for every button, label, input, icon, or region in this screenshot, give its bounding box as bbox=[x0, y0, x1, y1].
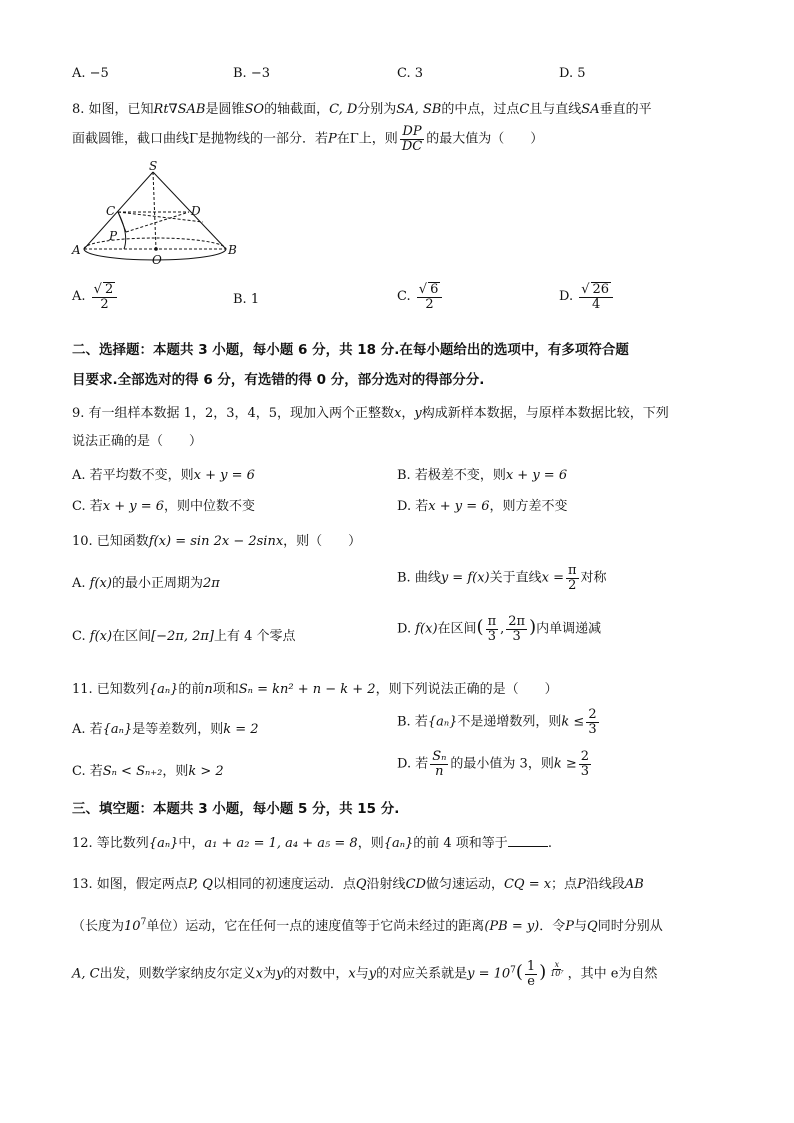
math: x + y = 6 bbox=[102, 499, 165, 514]
text: 的对应关系就是 bbox=[376, 966, 468, 982]
numerator: DP bbox=[402, 124, 422, 139]
text: 出发，则数学家纳皮尔定义 bbox=[99, 966, 256, 982]
fraction: $\frac{√ 2}{2}$ bbox=[92, 282, 118, 311]
denominator: 3 bbox=[512, 628, 521, 644]
numerator: 2π bbox=[508, 614, 526, 629]
text: B. 若极差不变，则 bbox=[397, 468, 506, 483]
q9-stem-line2: 说法正确的是（ ） bbox=[72, 434, 203, 449]
math: x + y = 6 bbox=[428, 499, 490, 514]
q8-option-d bbox=[559, 282, 615, 311]
math: C bbox=[519, 102, 530, 117]
q9-option-b bbox=[397, 464, 567, 483]
base-back-arc bbox=[84, 238, 226, 249]
label-d: D bbox=[191, 204, 201, 218]
math: [−2π, 2π] bbox=[151, 629, 215, 644]
label-b: B bbox=[228, 243, 237, 257]
text: ，则中位数不变 bbox=[164, 499, 256, 514]
denominator: n bbox=[435, 763, 444, 779]
q7-option-b: B. −3 bbox=[233, 66, 270, 81]
math: y bbox=[414, 406, 422, 421]
q13-stem-line2 bbox=[72, 915, 663, 934]
text: C. 若 bbox=[72, 499, 103, 514]
q9-option-a bbox=[72, 464, 255, 483]
text: A. 若 bbox=[72, 722, 103, 737]
radicand: 6 bbox=[430, 282, 439, 297]
label-o: O bbox=[152, 253, 162, 267]
fraction bbox=[579, 750, 591, 778]
math: y = f(x) bbox=[440, 570, 490, 586]
text: 11. 已知数列 bbox=[72, 682, 149, 697]
text: 单位）运动，它在任何一点的速度值等于它尚未经过的距离 bbox=[146, 919, 485, 934]
math: SA, SB bbox=[396, 102, 442, 117]
radicand: 2 bbox=[104, 282, 114, 297]
text: 沿线段 bbox=[585, 877, 625, 892]
exponent: 7 bbox=[510, 965, 516, 976]
q8-stem-line1 bbox=[72, 98, 652, 117]
math: f(x) bbox=[89, 576, 112, 591]
math: x + y = 6 bbox=[505, 468, 568, 483]
q8-option-c bbox=[397, 282, 444, 311]
math: 2π bbox=[202, 576, 220, 591]
q10-option-c bbox=[72, 625, 296, 644]
text: 对称 bbox=[580, 570, 607, 586]
text: B. 曲线 bbox=[397, 570, 441, 586]
q10-option-a bbox=[72, 572, 220, 591]
q11-option-b bbox=[397, 708, 601, 736]
section-3-heading: 三、填空题：本题共 3 小题，每小题 5 分，共 15 分. bbox=[72, 801, 400, 817]
math: Rt∇SAB bbox=[153, 102, 206, 117]
text: 沿射线 bbox=[366, 877, 406, 892]
label-c: C bbox=[106, 204, 116, 218]
math: {aₙ} bbox=[102, 722, 133, 737]
math: C, D bbox=[329, 102, 358, 117]
math: y bbox=[368, 966, 377, 982]
text: A. bbox=[72, 576, 86, 591]
fraction bbox=[586, 708, 598, 736]
numerator: 2 bbox=[580, 749, 590, 764]
text: D. bbox=[397, 621, 412, 637]
denominator: 10⁷ bbox=[550, 969, 564, 979]
denominator: DC bbox=[401, 138, 423, 154]
math: AB bbox=[624, 877, 644, 892]
text: 分别为 bbox=[357, 102, 397, 117]
text: 以相同的初速度运动．点 bbox=[212, 877, 356, 892]
q11-option-d bbox=[397, 750, 593, 778]
center-point-o bbox=[154, 247, 158, 251]
denominator: 2 bbox=[425, 296, 434, 312]
math: x bbox=[255, 966, 263, 982]
math: A, C bbox=[72, 966, 100, 982]
text: ．令 bbox=[539, 919, 566, 934]
text: 项和 bbox=[212, 682, 239, 697]
exponent: 7 bbox=[140, 917, 147, 928]
q9-option-c bbox=[72, 495, 255, 514]
denominator: 3 bbox=[588, 721, 597, 737]
numerator: 1 bbox=[526, 959, 536, 974]
text: ，则 bbox=[357, 836, 384, 851]
math: P bbox=[577, 877, 586, 892]
text: C. 若 bbox=[72, 764, 103, 779]
math: CQ = x bbox=[503, 877, 552, 892]
q7-option-c: C. 3 bbox=[397, 66, 424, 81]
q11-option-a bbox=[72, 718, 259, 737]
math: CD bbox=[405, 877, 426, 892]
text: 的最大值为（ ） bbox=[426, 131, 544, 147]
option-letter: C. bbox=[397, 289, 411, 305]
math: f(x) bbox=[415, 621, 438, 637]
math: P bbox=[328, 131, 337, 147]
q11-stem bbox=[72, 678, 558, 697]
q8-stem-line2 bbox=[72, 125, 543, 153]
math: Q bbox=[587, 919, 598, 934]
label-a: A bbox=[72, 243, 81, 257]
text: 的前 4 项和等于 bbox=[413, 836, 508, 851]
text: ，则方差不变 bbox=[489, 499, 568, 514]
text: D. 若 bbox=[397, 499, 429, 514]
answer-blank[interactable] bbox=[508, 834, 548, 847]
math: SO bbox=[244, 102, 265, 117]
text: 构成新样本数据，与原样本数据比较，下列 bbox=[421, 406, 669, 421]
text: 13. 如图，假定两点 bbox=[72, 877, 188, 892]
segment-dp bbox=[126, 212, 189, 232]
q10-option-d: D. f(x)在区间( $\frac{\pi}{3}$ , $\frac{2\pi}{3}$ )内单调递减 bbox=[397, 614, 602, 644]
text: 在区间 bbox=[437, 621, 477, 637]
numerator: π bbox=[487, 614, 497, 629]
math: k ≥ bbox=[553, 756, 577, 772]
section-2-heading-line2: 目要求.全部选对的得 6 分，有选错的得 0 分，部分选对的得部分分. bbox=[72, 372, 485, 388]
text: （长度为 bbox=[72, 919, 125, 934]
fraction bbox=[566, 564, 579, 592]
q13-stem-line3: A, C出发，则数学家纳皮尔定义x为y的对数中，x与y的对应关系就是$y = 10^7$( $\frac{1}{e}$ ) $^{\frac{x}{\text{10⁷}}}$ ，其中 e为自然 bbox=[72, 959, 658, 989]
math: {aₙ} bbox=[383, 836, 414, 851]
denominator: 3 bbox=[487, 628, 496, 644]
q10-stem bbox=[72, 530, 361, 549]
math: x bbox=[394, 406, 402, 421]
axis-so bbox=[153, 172, 156, 249]
fraction: $\frac{√ 26}{4}$ bbox=[579, 282, 613, 311]
denominator: 2 bbox=[568, 577, 577, 593]
denominator: e bbox=[527, 973, 535, 989]
label-p: P bbox=[109, 229, 118, 243]
q9-option-d bbox=[397, 495, 568, 514]
math: a₁ + a₂ = 1, a₄ + a₅ = 8 bbox=[204, 836, 358, 851]
fraction bbox=[400, 125, 424, 153]
numerator: x bbox=[554, 959, 560, 969]
q7-option-a: A. −5 bbox=[72, 66, 109, 81]
power-fraction bbox=[548, 961, 565, 979]
text: D. 若 bbox=[397, 756, 429, 772]
text: 在Γ上，则 bbox=[336, 131, 398, 147]
cone-edge-left bbox=[84, 172, 153, 249]
math: y bbox=[275, 966, 284, 982]
fraction: $\frac{√ 6}{2}$ bbox=[417, 282, 443, 311]
text: 的轴截面， bbox=[264, 102, 330, 117]
q7-option-d: D. 5 bbox=[559, 66, 586, 81]
text: A. 若平均数不变，则 bbox=[72, 468, 194, 483]
text: 在区间 bbox=[112, 629, 152, 644]
math: n bbox=[204, 682, 213, 697]
text: ，则（ ） bbox=[283, 534, 362, 549]
q8-option-b: B. 1 bbox=[233, 292, 260, 307]
text: 9. 有一组样本数据 1，2，3，4，5，现加入两个正整数 bbox=[72, 406, 395, 421]
text: 的对数中， bbox=[283, 966, 349, 982]
math: f(x) bbox=[89, 629, 113, 644]
text: 8. 如图，已知 bbox=[72, 102, 154, 117]
fraction bbox=[506, 615, 527, 643]
text: ，其中 e为自然 bbox=[567, 966, 658, 982]
q9-stem-line1 bbox=[72, 402, 669, 421]
fraction bbox=[486, 615, 499, 643]
option-letter: D. bbox=[559, 289, 574, 305]
q11-option-c bbox=[72, 760, 224, 779]
denominator: 4 bbox=[592, 296, 601, 312]
text: 的最小值为 3，则 bbox=[450, 756, 554, 772]
math: k ≤ bbox=[561, 714, 585, 730]
numerator: π bbox=[568, 563, 577, 578]
math: {aₙ} bbox=[148, 836, 179, 851]
text: 10. 已知函数 bbox=[72, 534, 149, 549]
math: x + y = 6 bbox=[193, 468, 255, 483]
text: . bbox=[547, 836, 552, 851]
text: 不是递增数列，则 bbox=[457, 714, 562, 730]
numerator: Sₙ bbox=[432, 749, 447, 764]
math: Sₙ = kn² + n − k + 2 bbox=[238, 682, 376, 697]
text: ；点 bbox=[551, 877, 578, 892]
numerator: 2 bbox=[588, 707, 597, 722]
text: 的最小正周期为 bbox=[111, 576, 203, 591]
text: 内单调递减 bbox=[536, 621, 602, 637]
text: C. bbox=[72, 629, 86, 644]
text: ，则下列说法正确的是（ ） bbox=[375, 682, 558, 697]
fraction bbox=[430, 750, 448, 778]
text: 是等差数列，则 bbox=[132, 722, 224, 737]
q10-option-b bbox=[397, 564, 607, 592]
math: SA bbox=[581, 102, 600, 117]
text: 关于直线 bbox=[489, 570, 542, 586]
text: 与 bbox=[574, 919, 588, 934]
math: P, Q bbox=[187, 877, 213, 892]
text: 是圆锥 bbox=[205, 102, 245, 117]
q12-stem bbox=[72, 832, 552, 851]
text: ， bbox=[401, 406, 415, 421]
text: 12. 等比数列 bbox=[72, 836, 149, 851]
math: {aₙ} bbox=[427, 714, 458, 730]
math: P bbox=[565, 919, 575, 934]
text: 的前 bbox=[178, 682, 205, 697]
math: Q bbox=[355, 877, 367, 892]
math: 10 bbox=[124, 919, 141, 934]
math: k = 2 bbox=[223, 722, 259, 737]
cone-figure bbox=[68, 160, 248, 270]
math: x = bbox=[541, 570, 564, 586]
denominator: 2 bbox=[100, 296, 109, 312]
text: ，则 bbox=[162, 764, 189, 779]
parabola-curve bbox=[118, 212, 126, 249]
option-letter: A. bbox=[72, 289, 86, 305]
math: x bbox=[348, 966, 356, 982]
cone-edge-right bbox=[153, 172, 226, 249]
text: 中， bbox=[178, 836, 205, 851]
text: B. 若 bbox=[397, 714, 428, 730]
label-s: S bbox=[149, 160, 158, 173]
radicand: 26 bbox=[592, 282, 610, 297]
math: k > 2 bbox=[188, 764, 224, 779]
math: y = 10 bbox=[467, 966, 511, 982]
text: 上有 4 个零点 bbox=[214, 629, 296, 644]
text: 垂直的平 bbox=[599, 102, 652, 117]
math: (PB = y) bbox=[484, 919, 540, 934]
math: {aₙ} bbox=[148, 682, 179, 697]
text: 且与直线 bbox=[529, 102, 582, 117]
section-2-heading-line1: 二、选择题：本题共 3 小题，每小题 6 分，共 18 分.在每小题给出的选项中，有多项符合题 bbox=[72, 342, 629, 358]
q13-stem-line1 bbox=[72, 873, 644, 892]
math: Sₙ < Sₙ₊₂ bbox=[102, 764, 163, 779]
text: 的中点，过点 bbox=[441, 102, 520, 117]
q8-option-a bbox=[72, 282, 119, 311]
math: f(x) = sin 2x − 2sinx bbox=[148, 534, 284, 549]
fraction bbox=[525, 960, 537, 988]
text: 做匀速运动， bbox=[425, 877, 504, 892]
text: 面截圆锥，截口曲线Γ是抛物线的一部分．若 bbox=[72, 131, 329, 147]
text: 为 bbox=[262, 966, 276, 982]
text: 同时分别从 bbox=[597, 919, 663, 934]
text: 与 bbox=[355, 966, 369, 982]
denominator: 3 bbox=[580, 763, 590, 779]
